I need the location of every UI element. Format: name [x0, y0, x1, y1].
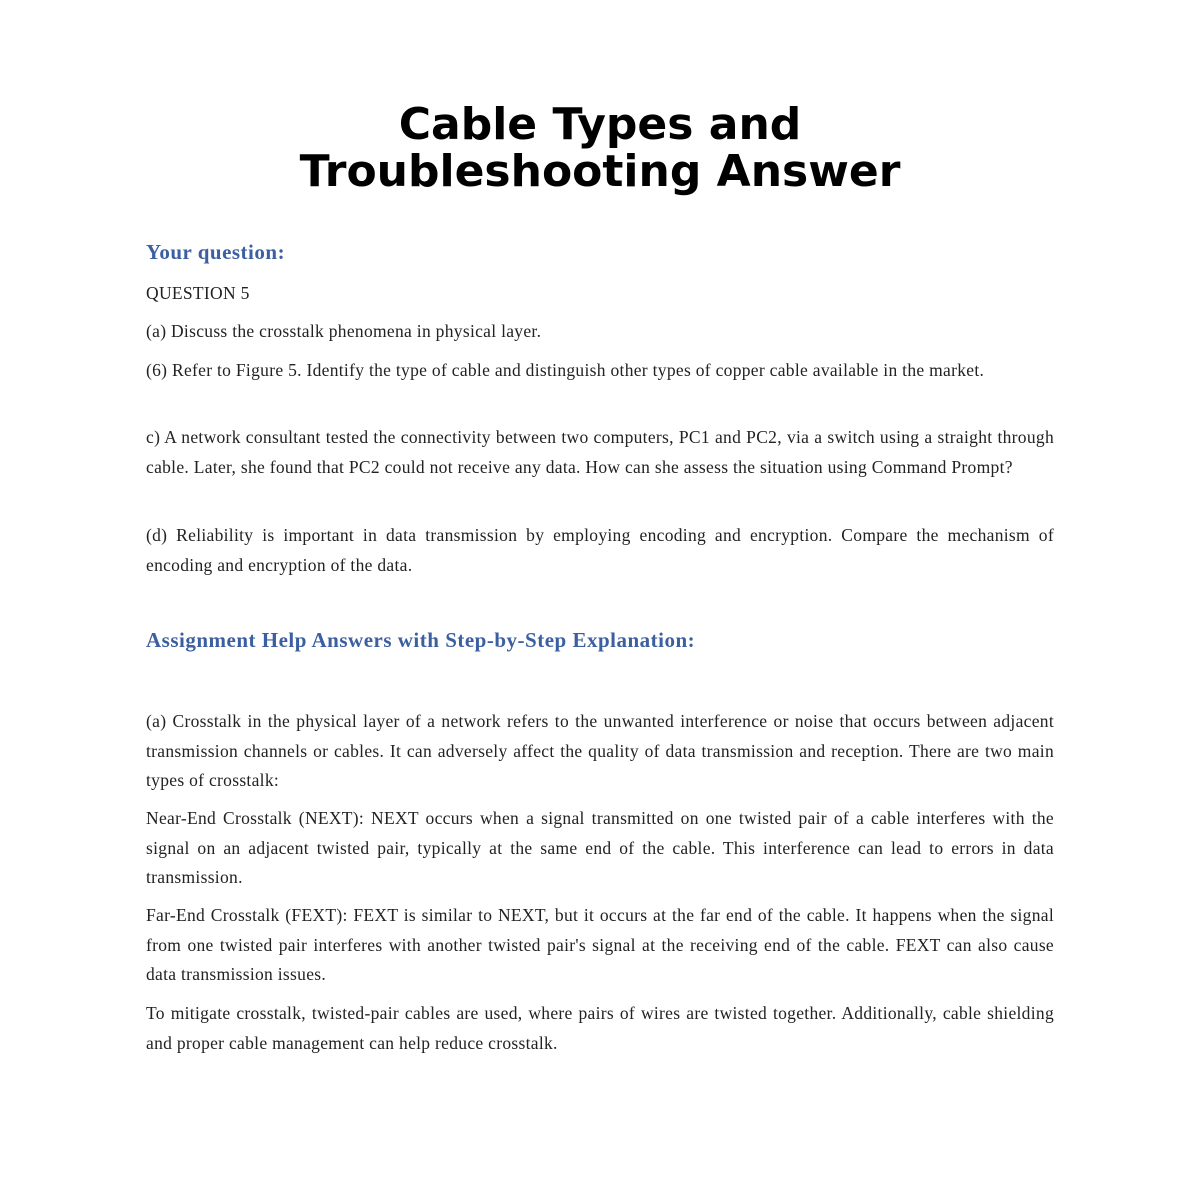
question-part-b: (6) Refer to Figure 5. Identify the type of cable and distinguish other types of copper cable available in the market.: [146, 360, 985, 380]
question-number: QUESTION 5: [146, 283, 250, 303]
answer-heading: Assignment Help Answers with Step-by-Step Explanation:: [146, 628, 696, 652]
question-part-c: c) A network consultant tested the connectivity between two computers, PC1 and PC2, via a switch using a straight through cable. Later, she found that PC2 could not receive any data. How can she assess the situation using Command Prompt?: [146, 427, 1054, 477]
title-line-1: Cable Types and: [398, 99, 802, 150]
answer-paragraph-next: Near-End Crosstalk (NEXT): NEXT occurs when a signal transmitted on one twisted pair of a cable interferes with the signal on an adjacent twisted pair, typically at the same end of the cable. This interference can lead to errors in data transmission.: [146, 808, 1054, 888]
answer-paragraph-fext: Far-End Crosstalk (FEXT): FEXT is similar to NEXT, but it occurs at the far end of the cable. It happens when the signal from one twisted pair interferes with another twisted pair's signal at the receiving end of the cable. FEXT can also cause data transmission issues.: [146, 905, 1054, 985]
answer-paragraph-mitigation: To mitigate crosstalk, twisted-pair cables are used, where pairs of wires are twisted together. Additionally, cable shielding and proper cable management can help reduce crosstalk.: [146, 1003, 1054, 1053]
document-title: [146, 101, 1054, 195]
answer-paragraph-crosstalk: (a) Crosstalk in the physical layer of a network refers to the unwanted interference or noise that occurs between adjacent transmission channels or cables. It can adversely affect the quality of data transmission and reception. There are two main types of crosstalk:: [146, 711, 1054, 791]
question-part-d: (d) Reliability is important in data transmission by employing encoding and encryption. Compare the mechanism of encoding and encryption of the data.: [146, 525, 1054, 575]
question-heading: Your question:: [146, 240, 286, 264]
title-line-2: Troubleshooting Answer: [299, 146, 901, 197]
question-part-a: (a) Discuss the crosstalk phenomena in physical layer.: [146, 321, 542, 341]
